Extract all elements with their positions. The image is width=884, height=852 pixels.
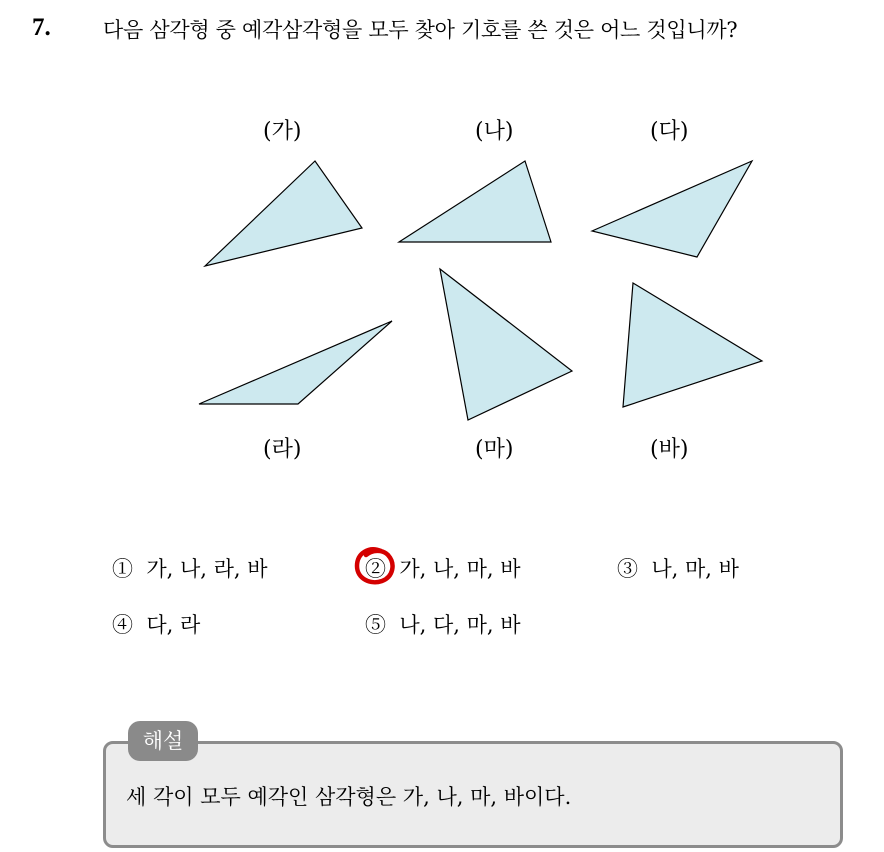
question-text: 다음 삼각형 중 예각삼각형을 모두 찾아 기호를 쓴 것은 어느 것입니까? xyxy=(103,18,738,42)
choice-5-text: 나, 다, 마, 바 xyxy=(399,613,521,637)
triangle-ba xyxy=(623,283,762,407)
triangle-label-na: (나) xyxy=(475,119,514,144)
choice-3-text: 나, 마, 바 xyxy=(651,557,739,581)
triangle-ga xyxy=(205,161,362,266)
triangle-ra xyxy=(199,321,392,404)
choice-1-symbol: ① xyxy=(112,557,133,581)
choice-4[interactable] xyxy=(112,609,200,639)
answer-mark-circle xyxy=(351,544,399,588)
triangle-label-da: (다) xyxy=(650,119,689,144)
choice-2-symbol: ② xyxy=(365,557,386,581)
solution-text: 세 각이 모두 예각인 삼각형은 가, 나, 마, 바이다. xyxy=(126,785,572,809)
choice-4-text: 다, 라 xyxy=(146,613,201,637)
triangle-na xyxy=(399,161,551,242)
choice-5[interactable] xyxy=(365,609,521,639)
choice-1-text: 가, 나, 라, 바 xyxy=(146,557,268,581)
choice-2-text: 가, 나, 마, 바 xyxy=(399,557,521,581)
triangle-label-ra: (라) xyxy=(263,437,302,462)
triangle-label-ba: (바) xyxy=(650,437,689,462)
triangle-label-ga: (가) xyxy=(263,119,302,144)
solution-tab: 해설 xyxy=(128,721,198,761)
choice-4-symbol: ④ xyxy=(112,613,133,637)
triangle-da xyxy=(592,161,752,257)
choice-3[interactable] xyxy=(617,553,739,583)
triangle-ma xyxy=(440,269,572,420)
triangle-label-ma: (마) xyxy=(475,437,514,462)
choice-1[interactable] xyxy=(112,553,268,583)
choice-5-symbol: ⑤ xyxy=(365,613,386,637)
question-number: 7. xyxy=(32,14,51,41)
choice-3-symbol: ③ xyxy=(617,557,638,581)
